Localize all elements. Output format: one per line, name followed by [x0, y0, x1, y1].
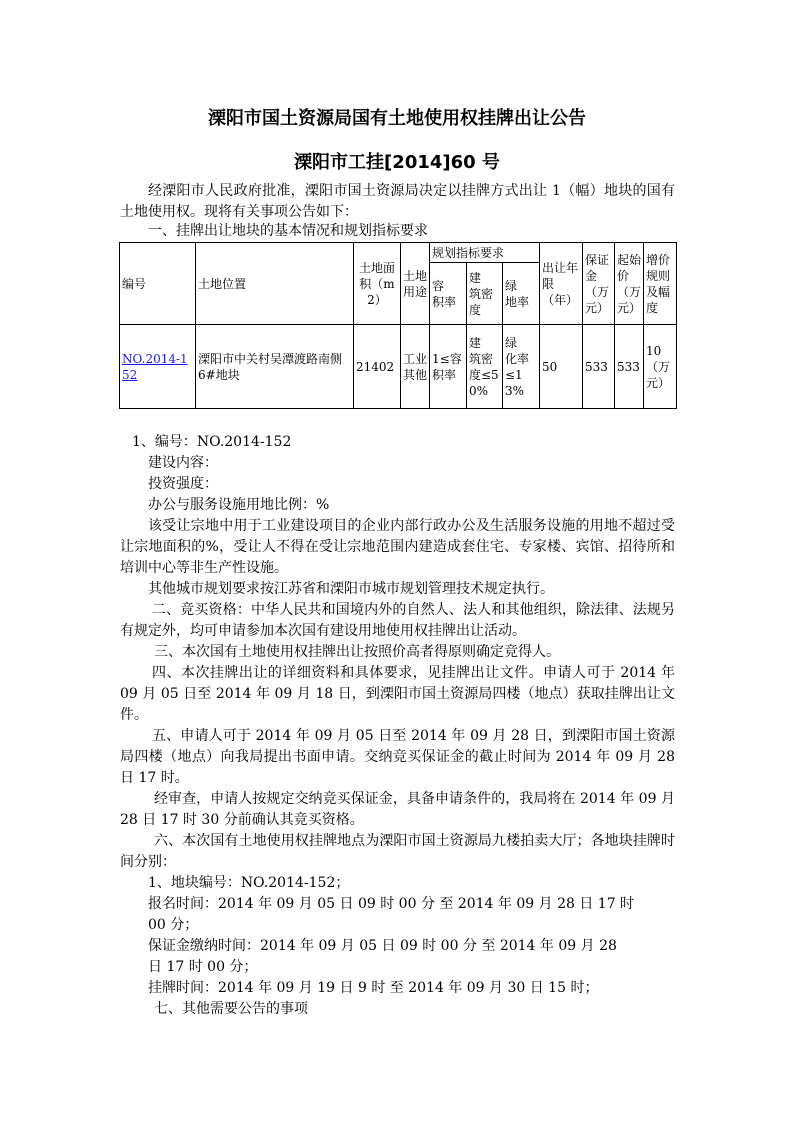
deposit-time-cont: 日 17 时 00 分； [148, 959, 258, 975]
header-location: 土地位置 [196, 243, 354, 325]
cell-start-price: 533 [615, 325, 644, 409]
item-1-number: 1、编号：NO.2014-152 [132, 434, 292, 450]
registration-time-cont: 00 分； [148, 917, 199, 933]
header-increment: 增价规则及幅度 [644, 243, 677, 325]
header-planning-group: 规划指标要求 [430, 243, 540, 263]
review-paragraph: 经审查，申请人按规定交纳竞买保证金，具备申请条件的，我局将在 2014 年 09 月 28 日 17 时 30 分前确认其竞买资格。 [120, 791, 675, 828]
header-deposit: 保证金（万元） [583, 243, 615, 325]
header-term: 出让年限（年） [540, 243, 583, 325]
header-start-price: 起始价（万元） [615, 243, 644, 325]
cell-far: 1≤容积率 [430, 325, 467, 409]
investment-intensity: 投资强度： [148, 476, 218, 492]
page-title: 溧阳市国土资源局国有土地使用权挂牌出让公告 [208, 108, 586, 129]
header-far: 容 积率 [430, 263, 467, 325]
land-info-table [119, 242, 677, 409]
cell-use: 工业其他 [401, 325, 430, 409]
registration-time: 报名时间：2014 年 09 月 05 日 09 时 00 分 至 2014 年 09 月 28 日 17 时 [148, 896, 635, 912]
construction-content: 建设内容： [148, 455, 218, 471]
header-use: 土地用途 [401, 243, 430, 325]
header-green: 绿 地率 [503, 263, 540, 325]
section-3-principle: 三、本次国有土地使用权挂牌出让按照价高者得原则确定竞得人。 [154, 644, 560, 660]
section-1-heading: 一、挂牌出让地块的基本情况和规划指标要求 [148, 223, 428, 239]
section-6-location: 六、本次国有土地使用权挂牌地点为溧阳市国土资源局九楼拍卖大厅；各地块挂牌时间分别： [120, 833, 675, 870]
ratio-note: 该受让宗地中用于工业建设项目的企业内部行政办公及生活服务设施的用地不超过受让宗地面积的%，受让人不得在受让宗地范围内建造成套住宅、专家楼、宾馆、招待所和培训中心等非生产性设施。 [120, 518, 675, 576]
section-7-other: 七、其他需要公告的事项 [154, 1001, 308, 1017]
header-density: 建 筑密度 [467, 263, 503, 325]
plot-id-link[interactable]: NO.2014-152 [122, 351, 188, 382]
plot-number: 1、地块编号：NO.2014-152； [148, 875, 350, 891]
cell-area: 21402 [354, 325, 401, 409]
section-4-documents: 四、本次挂牌出让的详细资料和具体要求，见挂牌出让文件。申请人可于 2014 年 09 月 05 日至 2014 年 09 月 18 日，到溧阳市国土资源局四楼（地点）获取挂牌出让文件。 [120, 665, 675, 723]
cell-term: 50 [540, 325, 583, 409]
intro-paragraph: 经溧阳市人民政府批准，溧阳市国土资源局决定以挂牌方式出让 1（幅）地块的国有土地使用权。现将有关事项公告如下： [120, 183, 675, 220]
table-row [120, 325, 677, 409]
cell-increment: 10（万元） [644, 325, 677, 409]
cell-density: 建 筑密 度≤50% [467, 325, 503, 409]
section-2-qualification: 二、竞买资格：中华人民共和国境内外的自然人、法人和其他组织，除法律、法规另有规定外，均可申请参加本次国有建设用地使用权挂牌出让活动。 [120, 602, 675, 639]
other-requirements: 其他城市规划要求按江苏省和溧阳市城市规划管理技术规定执行。 [148, 581, 554, 597]
office-ratio: 办公与服务设施用地比例：% [148, 497, 330, 513]
cell-green: 绿 化率 ≤13% [503, 325, 540, 409]
header-area: 土地面积（m2） [354, 243, 401, 325]
deposit-time: 保证金缴纳时间：2014 年 09 月 05 日 09 时 00 分 至 2014 年 09 月 28 [148, 938, 617, 954]
cell-deposit: 533 [583, 325, 615, 409]
listing-time: 挂牌时间：2014 年 09 月 19 日 9 时 至 2014 年 09 月 30 日 15 时； [148, 980, 599, 996]
cell-location: 溧阳市中关村吴潭渡路南侧 6#地块 [196, 325, 354, 409]
section-5-application: 五、申请人可于 2014 年 09 月 05 日至 2014 年 09 月 28 日，到溧阳市国土资源局四楼（地点）向我局提出书面申请。交纳竞买保证金的截止时间为 2014 年 09 月 28 日 17 时。 [120, 728, 675, 786]
document-number: 溧阳市工挂[2014]60 号 [294, 152, 500, 173]
header-id: 编号 [120, 243, 196, 325]
